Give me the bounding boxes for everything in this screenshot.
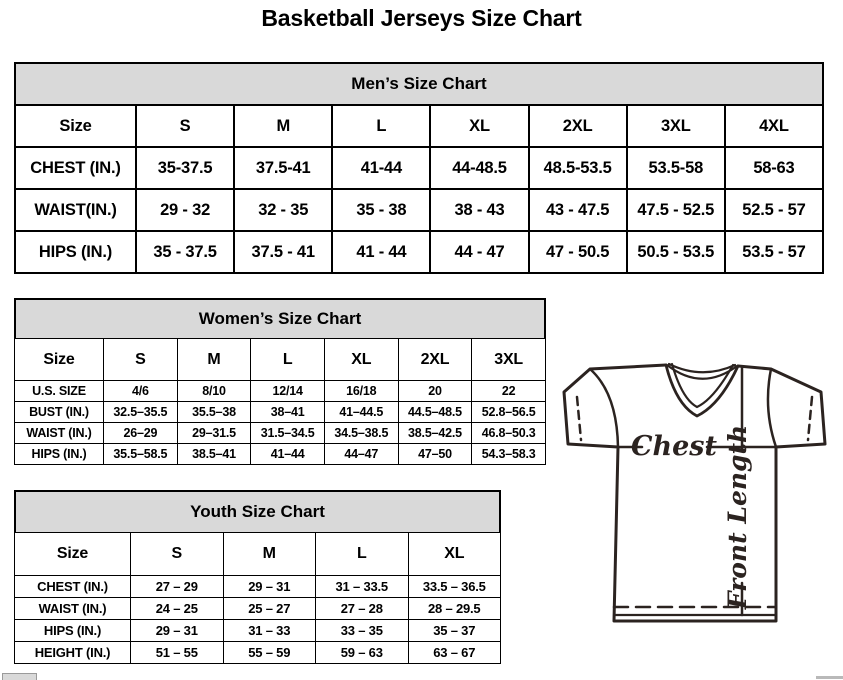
measurement-value: 35 - 38 xyxy=(332,189,430,231)
jersey-right-seam xyxy=(768,369,776,447)
size-header-row xyxy=(15,339,546,381)
mens-size-chart-section xyxy=(14,62,824,274)
measurement-value: 44-48.5 xyxy=(430,147,528,189)
mens-chart-header: Men’s Size Chart xyxy=(14,62,824,104)
measurement-value: 38 - 43 xyxy=(430,189,528,231)
size-column-header: S xyxy=(104,339,178,381)
measurement-value: 47.5 - 52.5 xyxy=(627,189,725,231)
measurement-value: 34.5–38.5 xyxy=(324,423,398,444)
size-column-header: 3XL xyxy=(472,339,546,381)
measurement-value: 29 – 31 xyxy=(131,620,224,642)
size-column-header: M xyxy=(223,533,316,576)
measurement-value: 27 – 28 xyxy=(316,598,409,620)
measurement-row xyxy=(15,231,823,273)
measurement-value: 35.5–58.5 xyxy=(104,444,178,465)
measurement-value: 37.5 - 41 xyxy=(234,231,332,273)
measurement-label: BUST (IN.) xyxy=(15,402,104,423)
measurement-value: 24 – 25 xyxy=(131,598,224,620)
size-column-header: M xyxy=(234,105,332,147)
measurement-value: 44 - 47 xyxy=(430,231,528,273)
measurement-value: 33 – 35 xyxy=(316,620,409,642)
measurement-label: WAIST(IN.) xyxy=(15,189,136,231)
measurement-label: HEIGHT (IN.) xyxy=(15,642,131,664)
size-column-header: XL xyxy=(408,533,501,576)
measurement-value: 38.5–42.5 xyxy=(398,423,472,444)
measurement-value: 63 – 67 xyxy=(408,642,501,664)
measurement-value: 16/18 xyxy=(324,381,398,402)
size-header-row xyxy=(15,105,823,147)
measurement-value: 41–44 xyxy=(251,444,325,465)
jersey-outline-drawing xyxy=(556,357,842,625)
measurement-value: 47–50 xyxy=(398,444,472,465)
measurement-label: HIPS (IN.) xyxy=(15,444,104,465)
size-column-header: 2XL xyxy=(529,105,627,147)
measurement-row xyxy=(15,402,546,423)
measurement-value: 20 xyxy=(398,381,472,402)
measurement-value: 58-63 xyxy=(725,147,823,189)
measurement-value: 31.5–34.5 xyxy=(251,423,325,444)
measurement-value: 26–29 xyxy=(104,423,178,444)
size-header-row xyxy=(15,533,501,576)
measurement-value: 41–44.5 xyxy=(324,402,398,423)
youth-chart-header: Youth Size Chart xyxy=(14,490,501,532)
size-column-header: 2XL xyxy=(398,339,472,381)
measurement-value: 31 – 33.5 xyxy=(316,576,409,598)
measurement-row xyxy=(15,189,823,231)
measurement-label: WAIST (IN.) xyxy=(15,423,104,444)
measurement-row xyxy=(15,381,546,402)
measurement-value: 12/14 xyxy=(251,381,325,402)
womens-chart-header: Women’s Size Chart xyxy=(14,298,546,338)
measurement-value: 32 - 35 xyxy=(234,189,332,231)
size-column-header: S xyxy=(131,533,224,576)
womens-size-table xyxy=(14,338,546,465)
youth-size-table xyxy=(14,532,501,664)
measurement-value: 44–47 xyxy=(324,444,398,465)
measurement-value: 27 – 29 xyxy=(131,576,224,598)
measurement-value: 35-37.5 xyxy=(136,147,234,189)
measurement-value: 25 – 27 xyxy=(223,598,316,620)
measurement-value: 29–31.5 xyxy=(177,423,251,444)
measurement-value: 54.3–58.3 xyxy=(472,444,546,465)
measurement-value: 37.5-41 xyxy=(234,147,332,189)
measurement-value: 31 – 33 xyxy=(223,620,316,642)
size-column-header: L xyxy=(332,105,430,147)
measurement-value: 29 - 32 xyxy=(136,189,234,231)
measurement-value: 52.5 - 57 xyxy=(725,189,823,231)
measurement-value: 41 - 44 xyxy=(332,231,430,273)
size-label-cell: Size xyxy=(15,533,131,576)
measurement-label: CHEST (IN.) xyxy=(15,576,131,598)
size-column-header: S xyxy=(136,105,234,147)
jersey-left-seam xyxy=(590,369,618,447)
measurement-value: 28 – 29.5 xyxy=(408,598,501,620)
measurement-value: 50.5 - 53.5 xyxy=(627,231,725,273)
measurement-value: 35 – 37 xyxy=(408,620,501,642)
measurement-row xyxy=(15,576,501,598)
size-column-header: M xyxy=(177,339,251,381)
page-title: Basketball Jerseys Size Chart xyxy=(261,5,582,31)
size-label-cell: Size xyxy=(15,339,104,381)
measurement-value: 8/10 xyxy=(177,381,251,402)
measurement-value: 53.5-58 xyxy=(627,147,725,189)
size-column-header: XL xyxy=(430,105,528,147)
jersey-collar-back-arc2 xyxy=(669,364,735,372)
measurement-value: 52.8–56.5 xyxy=(472,402,546,423)
mens-size-table xyxy=(14,104,824,274)
measurement-value: 43 - 47.5 xyxy=(529,189,627,231)
jersey-measurement-diagram xyxy=(556,357,842,625)
youth-size-chart-section xyxy=(14,490,501,664)
measurement-value: 48.5-53.5 xyxy=(529,147,627,189)
size-column-header: 3XL xyxy=(627,105,725,147)
measurement-value: 35 - 37.5 xyxy=(136,231,234,273)
measurement-label: HIPS (IN.) xyxy=(15,620,131,642)
measurement-value: 47 - 50.5 xyxy=(529,231,627,273)
measurement-value: 22 xyxy=(472,381,546,402)
measurement-row xyxy=(15,444,546,465)
measurement-row xyxy=(15,598,501,620)
measurement-value: 59 – 63 xyxy=(316,642,409,664)
front-length-label: Front Length xyxy=(723,424,752,610)
measurement-value: 35.5–38 xyxy=(177,402,251,423)
measurement-row xyxy=(15,620,501,642)
measurement-row xyxy=(15,423,546,444)
measurement-value: 41-44 xyxy=(332,147,430,189)
measurement-value: 46.8–50.3 xyxy=(472,423,546,444)
measurement-label: CHEST (IN.) xyxy=(15,147,136,189)
size-column-header: L xyxy=(316,533,409,576)
measurement-row xyxy=(15,642,501,664)
measurement-value: 32.5–35.5 xyxy=(104,402,178,423)
jersey-left-cuff-dashed xyxy=(577,397,581,440)
measurement-value: 33.5 – 36.5 xyxy=(408,576,501,598)
measurement-value: 51 – 55 xyxy=(131,642,224,664)
chest-label: Chest xyxy=(631,431,717,462)
size-label-cell: Size xyxy=(15,105,136,147)
measurement-value: 29 – 31 xyxy=(223,576,316,598)
measurement-label: HIPS (IN.) xyxy=(15,231,136,273)
size-column-header: 4XL xyxy=(725,105,823,147)
measurement-row xyxy=(15,147,823,189)
measurement-value: 55 – 59 xyxy=(223,642,316,664)
measurement-label: U.S. SIZE xyxy=(15,381,104,402)
womens-size-chart-section xyxy=(14,298,546,465)
jersey-body-outline xyxy=(564,365,825,621)
jersey-right-cuff-dashed xyxy=(808,397,812,440)
measurement-value: 44.5–48.5 xyxy=(398,402,472,423)
measurement-value: 4/6 xyxy=(104,381,178,402)
measurement-value: 53.5 - 57 xyxy=(725,231,823,273)
measurement-value: 38.5–41 xyxy=(177,444,251,465)
measurement-value: 38–41 xyxy=(251,402,325,423)
size-column-header: XL xyxy=(324,339,398,381)
size-column-header: L xyxy=(251,339,325,381)
measurement-label: WAIST (IN.) xyxy=(15,598,131,620)
